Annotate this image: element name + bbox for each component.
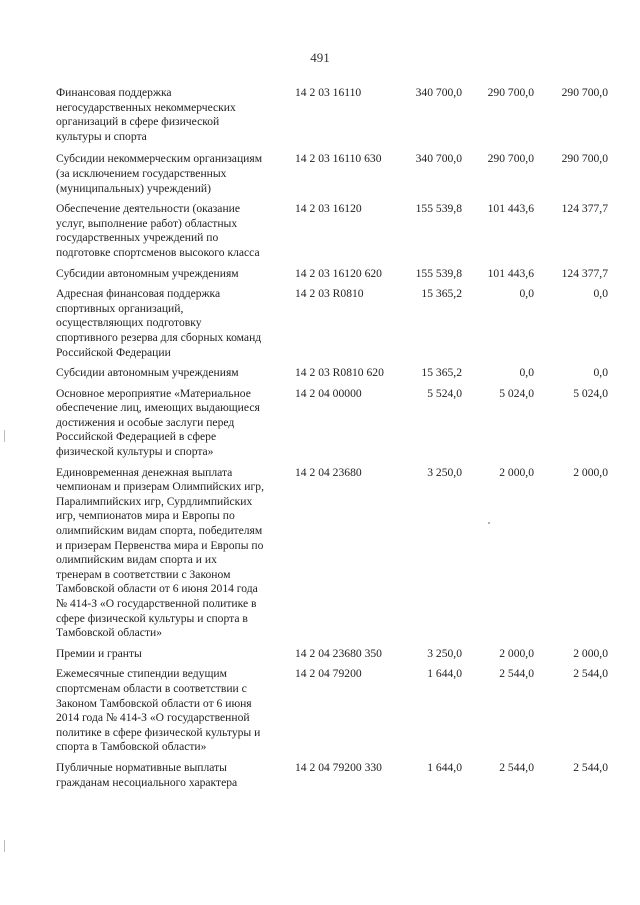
row-name — [56, 466, 288, 641]
table-row — [56, 387, 616, 460]
row-name-line: Законом Тамбовской области от 6 июня — [56, 696, 252, 710]
row-value-3: 0,0 — [593, 287, 608, 301]
row-value-1: 155 539,8 — [415, 202, 462, 216]
row-name-line: Ежемесячные стипендии ведущим — [56, 667, 227, 681]
row-name-line: Субсидии автономным учреждениям — [56, 266, 239, 280]
row-name-line: достижения и особые заслуги перед — [56, 415, 235, 429]
row-name — [56, 387, 288, 460]
row-name — [56, 366, 288, 381]
row-value-1: 1 644,0 — [427, 667, 462, 681]
row-name-line: Субсидии автономным учреждениям — [56, 366, 239, 380]
row-name-line: спортивных организаций, — [56, 301, 184, 315]
row-name-line: сфере физической культуры и спорта в — [56, 611, 248, 625]
row-name-line: № 414-З «О государственной политике в — [56, 597, 257, 610]
budget-table — [56, 86, 616, 790]
row-code: 14 2 03 R0810 620 — [295, 366, 384, 380]
table-row — [56, 761, 616, 790]
row-name-line: (муниципальных) учреждений) — [56, 181, 211, 195]
row-name — [56, 667, 288, 755]
row-name-line: подготовке спортсменов высокого класса — [56, 245, 260, 259]
row-code: 14 2 03 16120 620 — [295, 266, 382, 280]
row-name-line: 2014 года № 414-З «О государственной — [56, 711, 250, 725]
row-code: 14 2 04 79200 330 — [295, 760, 382, 774]
row-name-line: политике в сфере физической культуры и — [56, 725, 261, 739]
row-code: 14 2 04 23680 350 — [295, 646, 382, 660]
row-value-3: 124 377,7 — [561, 202, 608, 216]
row-value-2: 290 700,0 — [487, 152, 534, 166]
row-code: 14 2 03 16110 630 — [295, 152, 382, 166]
margin-scan-mark — [4, 430, 5, 442]
row-name-line: Субсидии некоммерческим организациям — [56, 152, 263, 166]
row-value-2: 5 024,0 — [499, 386, 534, 400]
row-value-1: 3 250,0 — [427, 646, 462, 660]
row-value-1: 340 700,0 — [415, 86, 462, 99]
row-value-3: 290 700,0 — [561, 86, 608, 99]
row-name — [56, 202, 288, 260]
row-name-line: Паралимпийских игр, Сурдлимпийских — [56, 494, 253, 508]
table-row — [56, 287, 616, 360]
row-value-3: 5 024,0 — [573, 386, 608, 400]
row-value-1: 340 700,0 — [415, 152, 462, 166]
row-name-line: олимпийским видам спорта, победителям — [56, 524, 263, 538]
page-number: 491 — [310, 50, 330, 65]
row-value-2: 290 700,0 — [487, 86, 534, 99]
row-name-line: Тамбовской области» — [56, 626, 163, 640]
row-name-line: Адресная финансовая поддержка — [56, 287, 221, 301]
table-row — [56, 466, 616, 641]
row-name-line: спорта в Тамбовской области» — [56, 740, 207, 754]
row-name-line: чемпионам и призерам Олимпийских игр, — [56, 480, 264, 494]
row-name-line: Единовременная денежная выплата — [56, 465, 233, 479]
row-value-1: 1 644,0 — [427, 760, 462, 774]
table-row — [56, 86, 616, 144]
scan-speck — [488, 522, 490, 524]
row-value-3: 2 000,0 — [573, 646, 608, 660]
table-row — [56, 152, 616, 196]
row-code: 14 2 04 23680 — [295, 465, 362, 479]
row-code: 14 2 04 00000 — [295, 386, 362, 400]
row-value-2: 101 443,6 — [487, 202, 534, 216]
row-value-2: 0,0 — [519, 287, 534, 301]
row-name — [56, 647, 288, 662]
table-row — [56, 667, 616, 755]
row-code: 14 2 03 16120 — [295, 202, 362, 216]
row-name-line: обеспечение лиц, имеющих выдающиеся — [56, 401, 260, 415]
row-code: 14 2 03 16110 — [295, 86, 362, 99]
row-name — [56, 152, 288, 196]
row-value-1: 155 539,8 — [415, 266, 462, 280]
row-value-2: 2 000,0 — [499, 465, 534, 479]
row-name-line: услуг, выполнение работ) областных — [56, 216, 238, 230]
row-value-3: 2 544,0 — [573, 667, 608, 681]
row-value-1: 15 365,2 — [421, 366, 462, 380]
row-name-line: (за исключением государственных — [56, 166, 227, 180]
row-name — [56, 287, 288, 360]
row-value-2: 0,0 — [519, 366, 534, 380]
margin-scan-mark — [4, 840, 5, 852]
row-value-3: 2 544,0 — [573, 760, 608, 774]
row-name-line: Премии и гранты — [56, 646, 142, 660]
row-name-line: Финансовая поддержка — [56, 86, 172, 99]
row-name — [56, 86, 288, 144]
row-name-line: организаций в сфере физической — [56, 115, 220, 129]
row-name-line: Обеспечение деятельности (оказание — [56, 202, 240, 216]
row-value-2: 2 000,0 — [499, 646, 534, 660]
row-name-line: Публичные нормативные выплаты — [56, 760, 227, 774]
row-value-2: 2 544,0 — [499, 760, 534, 774]
row-name-line: игр, чемпионатов мира и Европы по — [56, 509, 235, 523]
row-value-3: 124 377,7 — [561, 266, 608, 280]
row-value-1: 15 365,2 — [421, 287, 462, 301]
row-value-1: 3 250,0 — [427, 465, 462, 479]
row-value-3: 290 700,0 — [561, 152, 608, 166]
row-name — [56, 761, 288, 790]
row-name-line: олимпийским видам спорта и их — [56, 553, 217, 567]
table-row — [56, 647, 616, 662]
row-name-line: спортсменам области в соответствии с — [56, 681, 247, 695]
table-row — [56, 366, 616, 381]
row-name-line: и призерам Первенства мира и Европы по — [56, 538, 264, 552]
row-value-1: 5 524,0 — [427, 386, 462, 400]
row-name-line: спортивного резерва для сборных команд — [56, 330, 262, 344]
row-value-2: 101 443,6 — [487, 266, 534, 280]
row-value-2: 2 544,0 — [499, 667, 534, 681]
row-name — [56, 267, 288, 282]
row-name-line: Российской Федерацией в сфере — [56, 430, 217, 444]
row-name-line: государственных учреждений по — [56, 231, 219, 245]
row-name-line: Российской Федерации — [56, 345, 171, 359]
row-value-3: 2 000,0 — [573, 465, 608, 479]
row-name-line: физической культуры и спорта» — [56, 445, 214, 459]
row-name-line: осуществляющих подготовку — [56, 316, 202, 330]
row-name-line: Основное мероприятие «Материальное — [56, 386, 251, 400]
table-row — [56, 202, 616, 260]
table-row — [56, 267, 616, 282]
row-code: 14 2 03 R0810 — [295, 287, 364, 301]
row-value-3: 0,0 — [593, 366, 608, 380]
row-name-line: Тамбовской области от 6 июня 2014 года — [56, 582, 258, 596]
row-code: 14 2 04 79200 — [295, 667, 362, 681]
row-name-line: культуры и спорта — [56, 129, 147, 143]
row-name-line: гражданам несоциального характера — [56, 775, 238, 789]
row-name-line: негосударственных некоммерческих — [56, 100, 236, 114]
row-name-line: тренерам в соответствии с Законом — [56, 567, 231, 581]
